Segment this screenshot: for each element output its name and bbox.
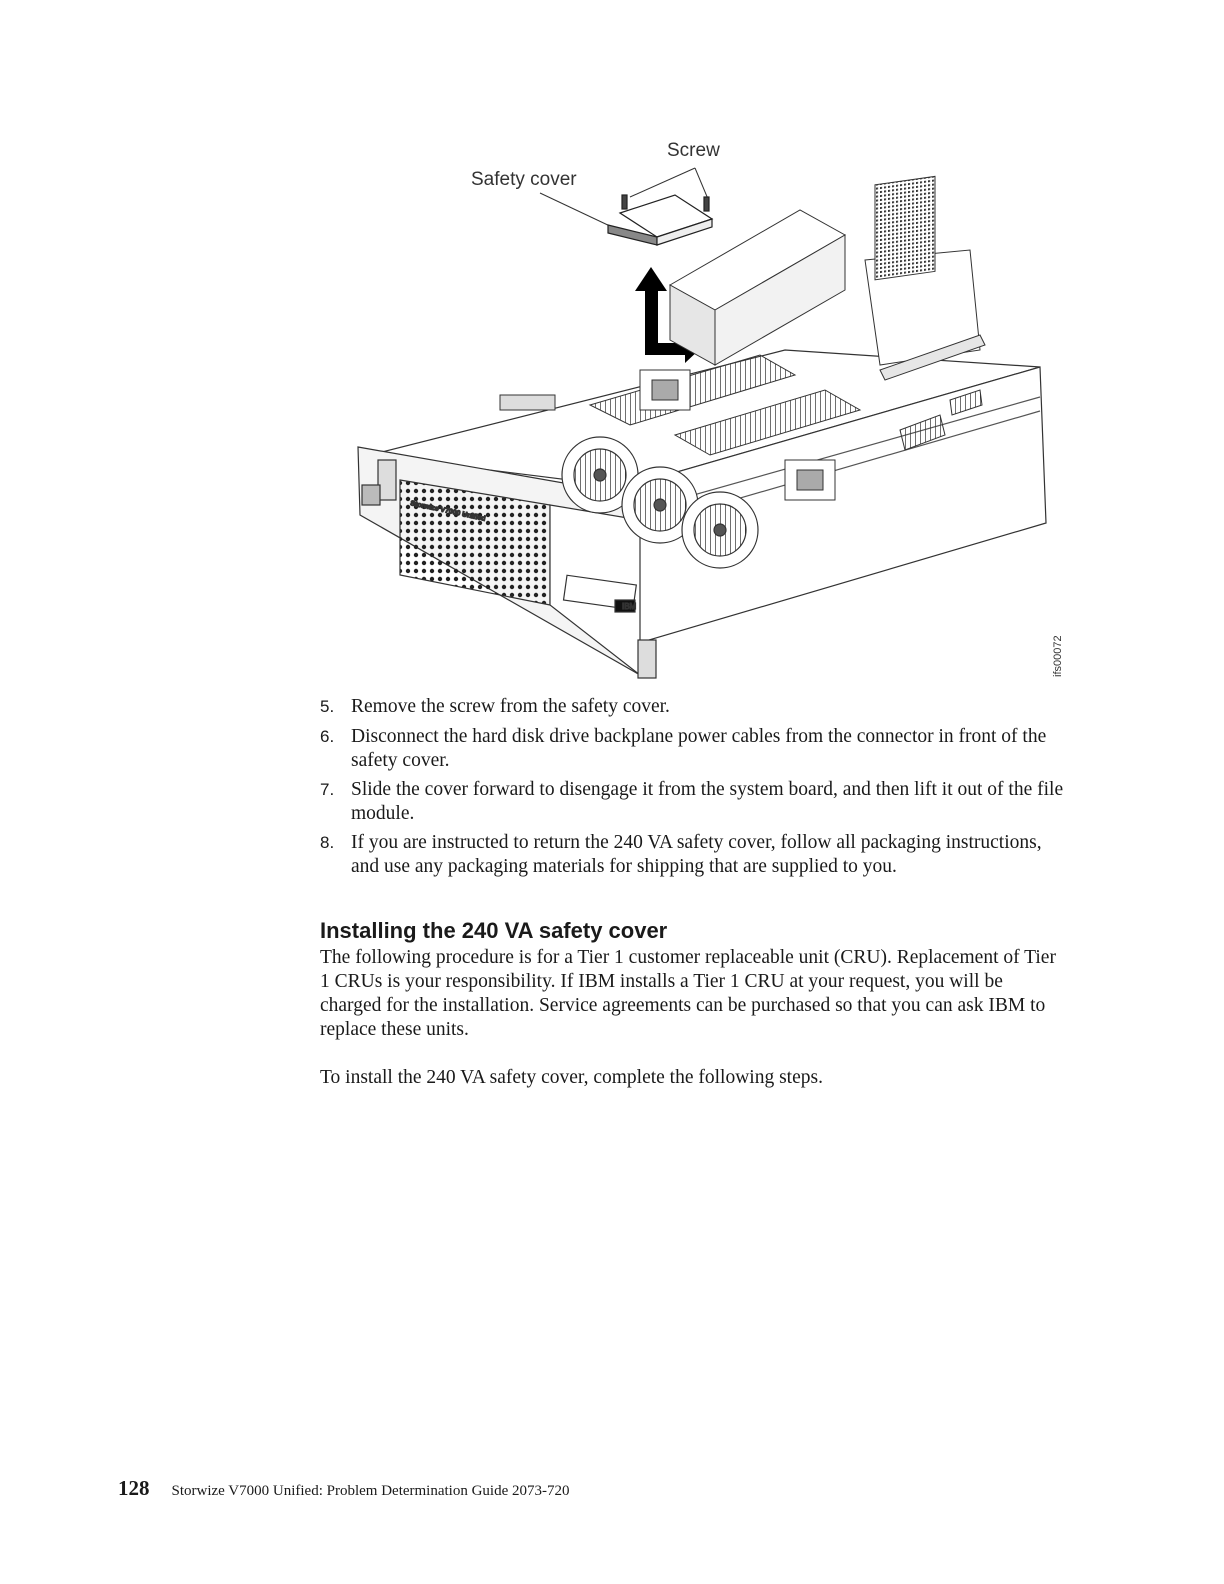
intro-paragraph: The following procedure is for a Tier 1 customer replaceable unit (CRU). Replacement of Tier 1 CRUs is your responsibility. If IBM installs a Tier 1 CRU at your request, you will be charged for the installation. Service agreements can be purchased so that you can ask IBM to replace these units. <box>320 947 1056 1040</box>
step-number: 7. <box>320 780 335 799</box>
procedure-steps <box>320 695 1070 884</box>
screw-callout: Screw <box>667 140 720 161</box>
steps-intro-paragraph: To install the 240 VA safety cover, complete the following steps. <box>320 1067 823 1088</box>
step-text: Slide the cover forward to disengage it from the system board, and then lift it out of the file module. <box>351 779 1064 824</box>
step-number: 5. <box>320 697 335 716</box>
step-text: Disconnect the hard disk drive backplane power cables from the connector in front of the safety cover. <box>351 726 1047 771</box>
page-footer <box>118 1476 570 1501</box>
step-number: 6. <box>320 727 335 746</box>
safety-cover-callout: Safety cover <box>471 169 577 190</box>
step-6 <box>320 725 1070 772</box>
step-text: Remove the screw from the safety cover. <box>351 696 670 717</box>
footer-title: Storwize V7000 Unified: Problem Determination Guide 2073-720 <box>171 1483 570 1499</box>
section-heading: Installing the 240 VA safety cover <box>320 918 668 943</box>
safety-cover-part <box>608 195 712 245</box>
step-7 <box>320 778 1070 825</box>
step-5 <box>320 695 1070 719</box>
ibm-logo: IBM <box>622 602 637 611</box>
step-8 <box>320 831 1070 878</box>
step-number: 8. <box>320 833 335 852</box>
step-text: If you are instructed to return the 240 VA safety cover, follow all packaging instructions, and use any packaging materials for shipping that are supplied to you. <box>351 832 1042 877</box>
figure-id: ifs00072 <box>1052 635 1064 677</box>
safety-cover-removal-figure <box>340 135 1075 690</box>
page-number: 128 <box>118 1476 150 1500</box>
bezel-model-label: Storwize V7000 Unified <box>409 500 487 523</box>
file-module-illustration <box>340 135 1075 690</box>
